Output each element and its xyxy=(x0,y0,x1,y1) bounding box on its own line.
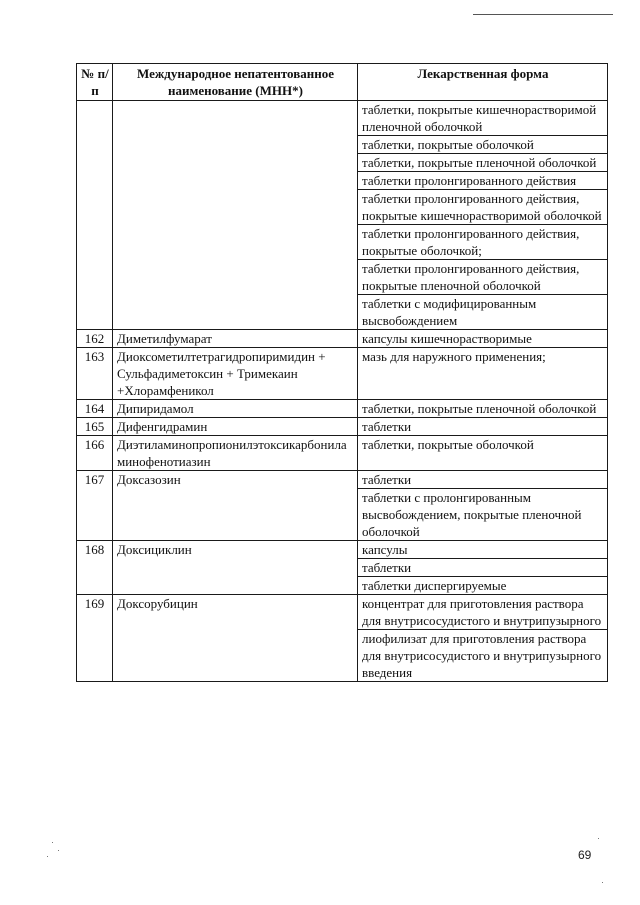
row-name xyxy=(113,101,358,330)
row-form: таблетки пролонгированного действия xyxy=(358,172,608,190)
row-num: 169 xyxy=(77,595,113,682)
table-row xyxy=(77,348,608,400)
table-row xyxy=(77,541,608,559)
row-form: таблетки, покрытые пленочной оболочкой xyxy=(358,154,608,172)
row-name: Дифенгидрамин xyxy=(113,418,358,436)
table-row xyxy=(77,330,608,348)
scan-speck xyxy=(52,842,53,843)
row-form: таблетки xyxy=(358,418,608,436)
row-form: таблетки xyxy=(358,471,608,489)
header-form: Лекарственная форма xyxy=(358,64,608,101)
row-num: 168 xyxy=(77,541,113,595)
scan-speck xyxy=(602,882,603,883)
row-form: концентрат для приготовления раствора для внутрисосудистого и внутрипузырного xyxy=(358,595,608,630)
row-form: таблетки с пролонгированным высвобождением, покрытые пленочной оболочкой xyxy=(358,489,608,541)
scan-speck xyxy=(598,838,599,839)
scan-speck xyxy=(58,850,59,851)
row-form: капсулы xyxy=(358,541,608,559)
row-form: таблетки xyxy=(358,559,608,577)
table-row xyxy=(77,595,608,630)
row-num: 162 xyxy=(77,330,113,348)
drug-table xyxy=(76,63,608,682)
table-row xyxy=(77,418,608,436)
row-name: Доксициклин xyxy=(113,541,358,595)
row-form: таблетки, покрытые пленочной оболочкой xyxy=(358,400,608,418)
table-row xyxy=(77,400,608,418)
row-name: Доксазозин xyxy=(113,471,358,541)
table-row xyxy=(77,101,608,136)
table-header-row xyxy=(77,64,608,101)
header-num: № п/п xyxy=(77,64,113,101)
row-form: таблетки, покрытые кишечнорастворимой пленочной оболочкой xyxy=(358,101,608,136)
row-form: мазь для наружного применения; xyxy=(358,348,608,400)
header-name: Международное непатентованное наименование (МНН*) xyxy=(113,64,358,101)
row-form: капсулы кишечнорастворимые xyxy=(358,330,608,348)
row-form: таблетки пролонгированного действия, покрытые оболочкой; xyxy=(358,225,608,260)
row-name: Дипиридамол xyxy=(113,400,358,418)
row-name: Диэтиламинопропионилэтоксикарбониламинофенотиазин xyxy=(113,436,358,471)
row-form: таблетки пролонгированного действия, покрытые кишечнорастворимой оболочкой xyxy=(358,190,608,225)
row-form: таблетки диспергируемые xyxy=(358,577,608,595)
scan-speck xyxy=(47,856,48,857)
row-num: 167 xyxy=(77,471,113,541)
row-form: таблетки, покрытые оболочкой xyxy=(358,436,608,471)
row-form: таблетки, покрытые оболочкой xyxy=(358,136,608,154)
table-row xyxy=(77,471,608,489)
row-num xyxy=(77,101,113,330)
row-num: 163 xyxy=(77,348,113,400)
row-form: таблетки пролонгированного действия, покрытые пленочной оболочкой xyxy=(358,260,608,295)
table-row xyxy=(77,436,608,471)
page-number: 69 xyxy=(578,848,592,862)
row-num: 164 xyxy=(77,400,113,418)
row-num: 166 xyxy=(77,436,113,471)
row-name: Диметилфумарат xyxy=(113,330,358,348)
row-name: Диоксометилтетрагидропиримидин + Сульфадиметоксин + Тримекаин +Хлорамфеникол xyxy=(113,348,358,400)
row-form: лиофилизат для приготовления раствора для внутрисосудистого и внутрипузырного введения xyxy=(358,630,608,682)
row-form: таблетки с модифицированным высвобождением xyxy=(358,295,608,330)
row-num: 165 xyxy=(77,418,113,436)
row-name: Доксорубицин xyxy=(113,595,358,682)
top-rule xyxy=(473,14,613,15)
